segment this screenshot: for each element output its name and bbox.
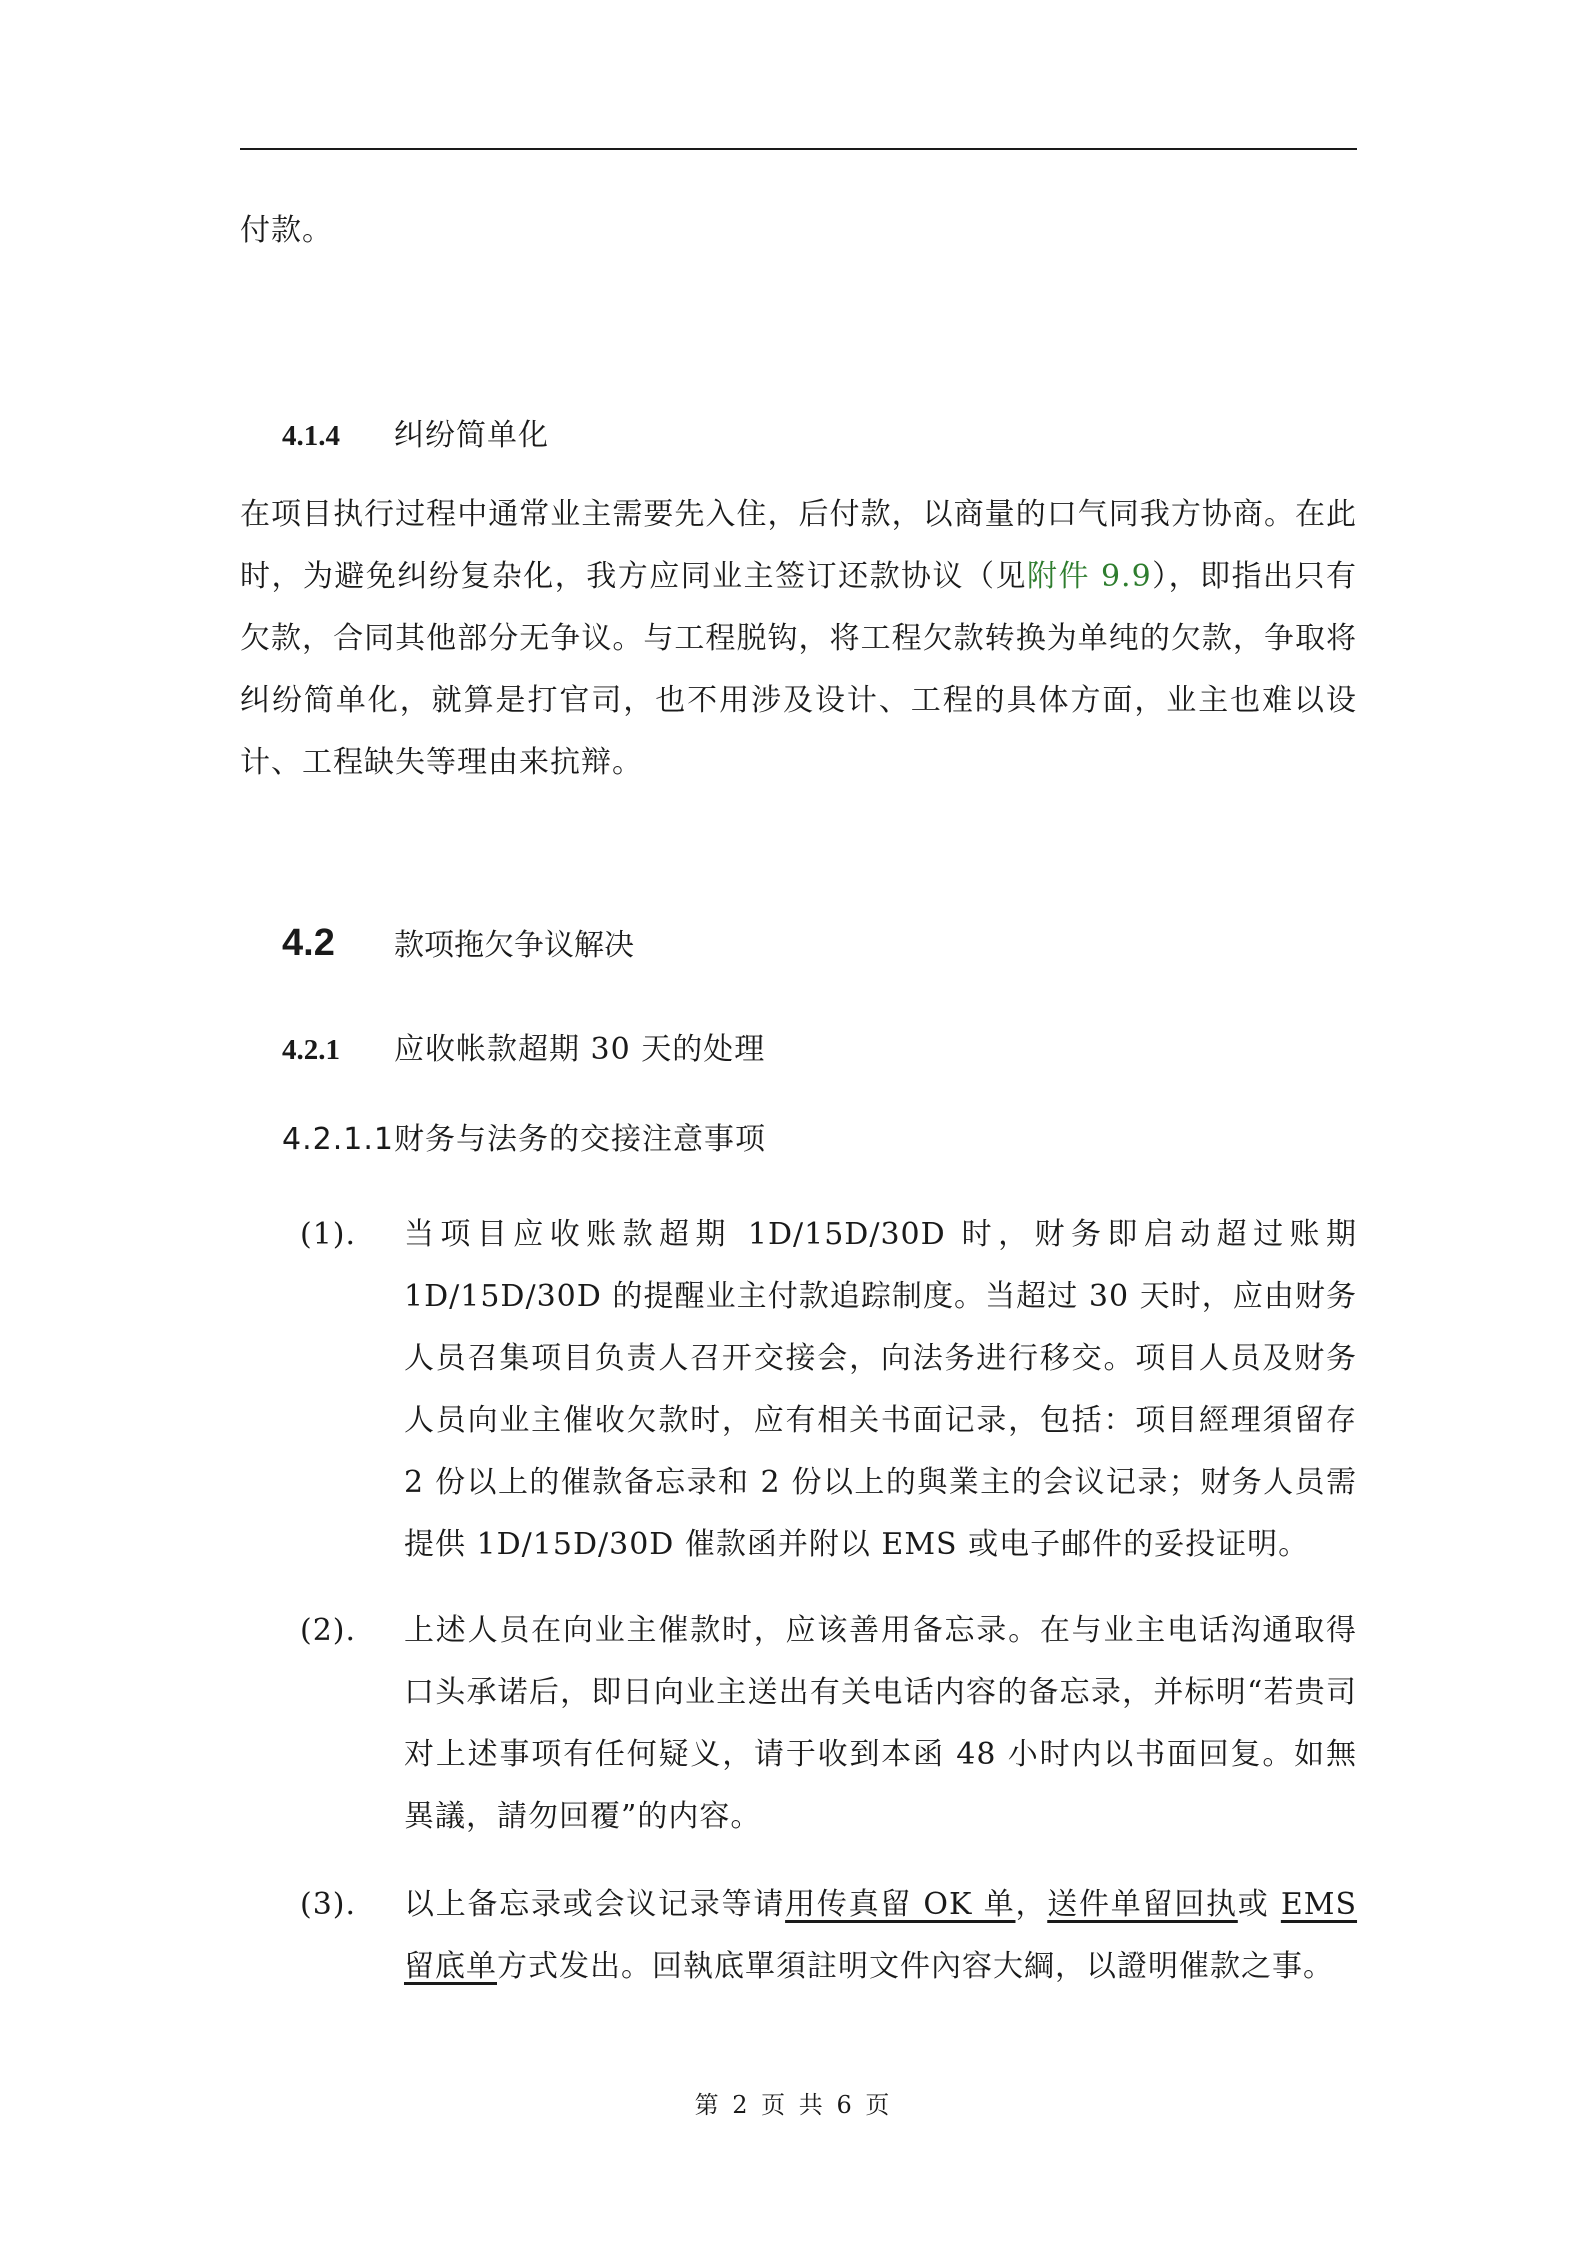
page-footer: 第 2 页 共 6 页	[694, 2091, 893, 2119]
list-item-number: (2).	[300, 1613, 357, 1648]
section-title: 应收帐款超期 30 天的处理	[394, 1032, 766, 1067]
list-item-text-part: 方式发出。回執底單須註明文件內容大綱，以證明催款之事。	[497, 1949, 1334, 1984]
list-item-number: (3).	[300, 1887, 357, 1922]
underlined-phrase: 送件单留回执	[1047, 1887, 1238, 1922]
underlined-phrase: 用传真留 OK 单	[785, 1887, 1016, 1922]
list-item-text: 上述人员在向业主催款时，应该善用备忘录。在与业主电话沟通取得口头承诺后，即日向业主送出有关电话内容的备忘录，并标明“若贵司对上述事项有任何疑义，请于收到本函 48 小时内以书面回复。如無異議，請勿回覆”的内容。	[404, 1613, 1357, 1834]
separator: 或	[1237, 1887, 1281, 1922]
section-heading-4-1-4	[282, 410, 549, 454]
paragraph-text-part2: ），即指出只有欠款，合同其他部分无争议。与工程脱钩，将工程欠款转换为单纯的欠款，争取将纠纷简单化，就算是打官司，也不用涉及设计、工程的具体方面，业主也难以设计、工程缺失等理由来抗辩。	[240, 559, 1358, 780]
underlined-phrase: EMS 留底单	[404, 1887, 1358, 1984]
header-rule	[240, 148, 1357, 150]
continued-text: 付款。	[240, 213, 333, 248]
subsection-heading-4-2-1-1: 4.2.1.1财务与法务的交接注意事项	[282, 1122, 766, 1157]
list-item	[300, 1600, 1357, 1848]
list-item	[300, 1874, 1357, 1998]
list-item-number: (1).	[300, 1217, 357, 1252]
appendix-link[interactable]: 附件 9.9	[1026, 559, 1152, 594]
list-item	[300, 1204, 1357, 1576]
section-title: 款项拖欠争议解决	[394, 928, 634, 963]
paragraph-text-part1: 在项目执行过程中通常业主需要先入住，后付款，以商量的口气同我方协商。在此时，为避免纠纷复杂化，我方应同业主签订还款协议（见	[240, 497, 1357, 594]
section-heading-4-2-1	[282, 1024, 765, 1068]
separator: ，	[1015, 1887, 1048, 1922]
paragraph-4-1-4	[240, 484, 1357, 794]
section-number: 4.2.1	[282, 1034, 340, 1066]
continued-paragraph	[240, 200, 1357, 262]
section-title: 纠纷简单化	[394, 418, 549, 453]
section-heading-4-2	[282, 920, 634, 965]
list-item-text: 当项目应收账款超期 1D/15D/30D 时，财务即启动超过账期 1D/15D/30D 的提醒业主付款追踪制度。当超过 30 天时，应由财务人员召集项目负责人召开交接会，向法务进行移交。项目人员及财务人员向业主催收欠款时，应有相关书面记录，包括：项目經理須留存 2 份以上的催款备忘录和 2 份以上的與業主的会议记录；财务人员需提供 1D/15D/30D 催款函并附以 EMS 或电子邮件的妥投证明。	[404, 1217, 1357, 1562]
list-item-text	[404, 1874, 1357, 1998]
section-number: 4.1.4	[282, 420, 340, 452]
section-number: 4.2	[282, 922, 335, 964]
list-item-text-part: 以上备忘录或会议记录等请	[404, 1887, 786, 1922]
